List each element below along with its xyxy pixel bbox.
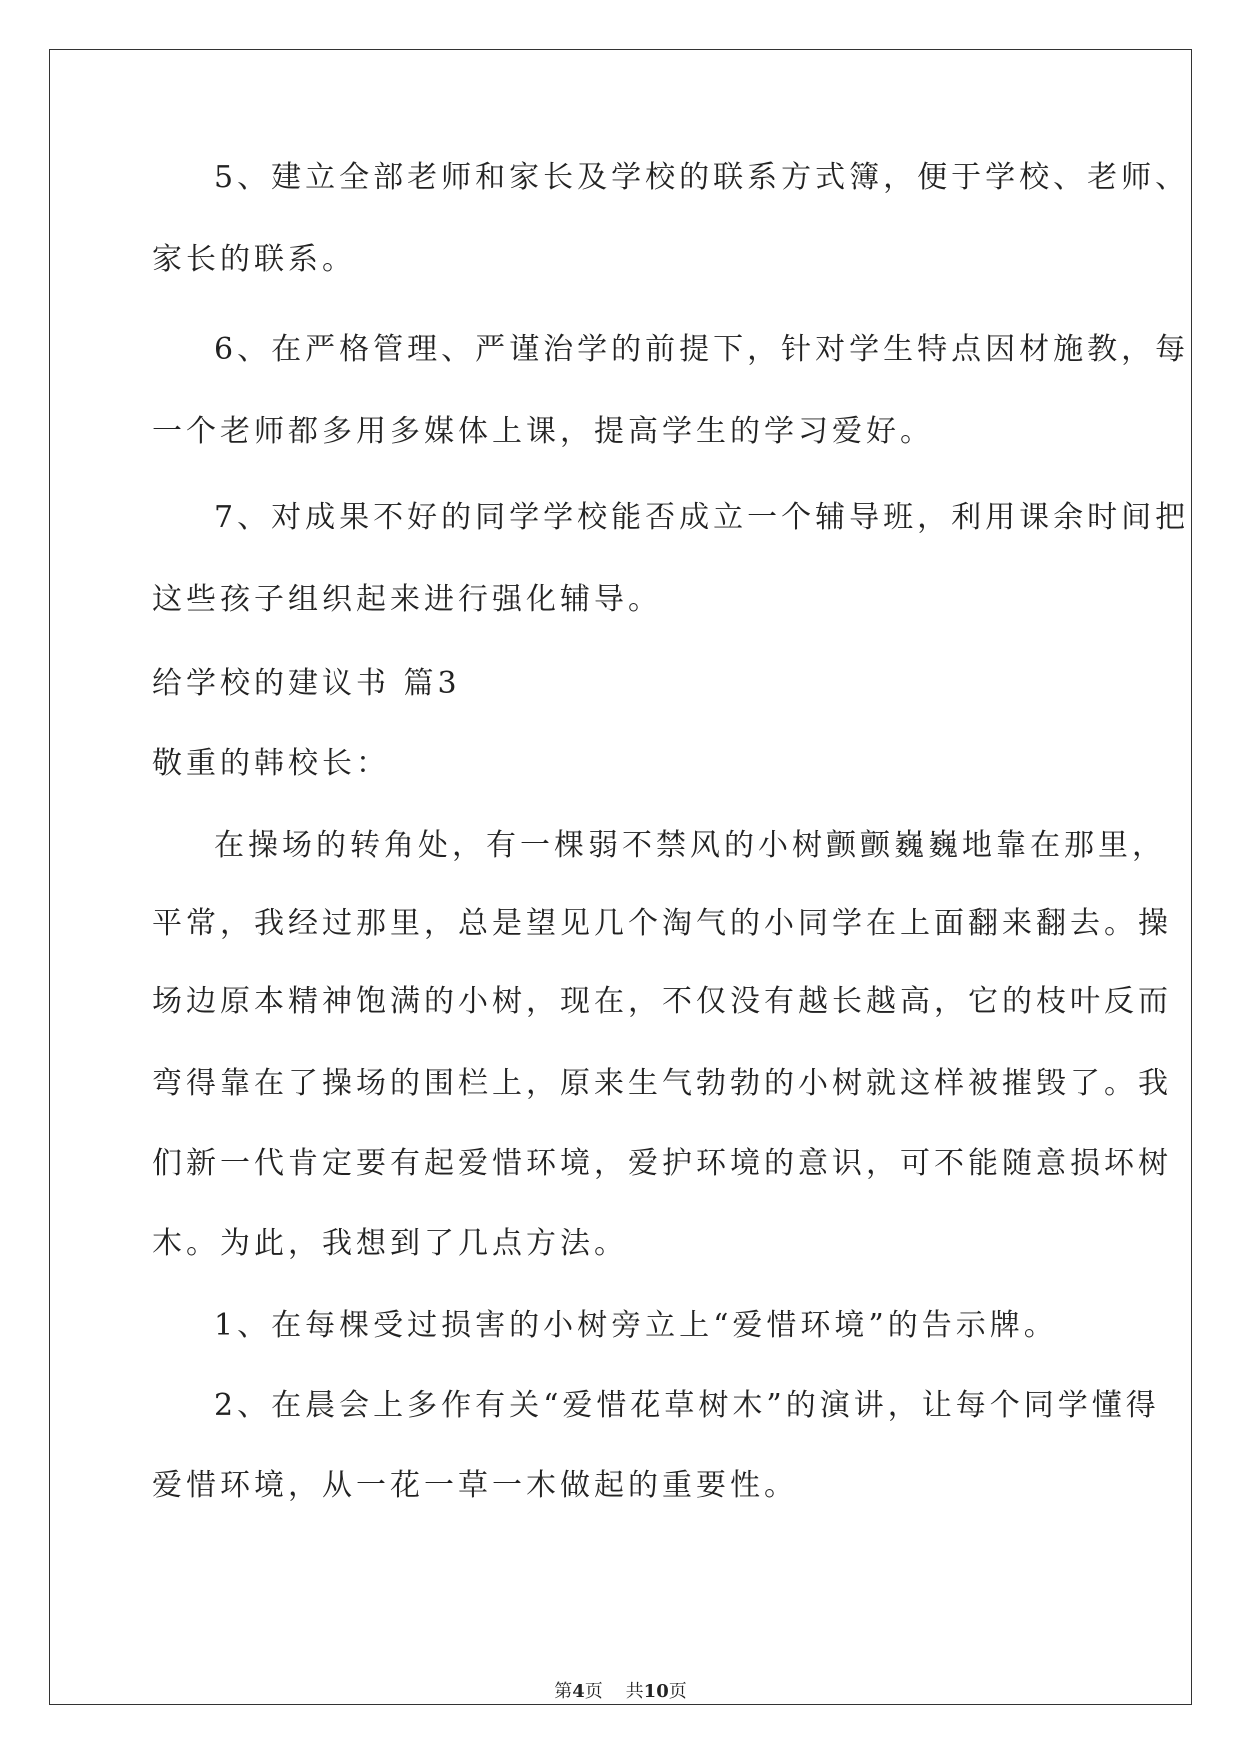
paragraph-line: 6、在严格管理、严谨治学的前提下，针对学生特点因材施教，每	[214, 332, 1190, 367]
page-number: 4	[572, 1681, 585, 1702]
paragraph-line: 场边原本精神饱满的小树，现在，不仅没有越长越高，它的枝叶反而	[152, 984, 1172, 1019]
paragraph-line: 5、建立全部老师和家长及学校的联系方式簿，便于学校、老师、	[214, 160, 1190, 195]
paragraph-line: 7、对成果不好的同学学校能否成立一个辅导班，利用课余时间把	[214, 500, 1190, 535]
total-pages: 10	[643, 1681, 669, 1702]
total-prefix: 共	[625, 1681, 644, 1702]
section-heading: 给学校的建议书 篇3	[152, 666, 461, 701]
paragraph-line: 一个老师都多用多媒体上课，提高学生的学习爱好。	[152, 414, 934, 449]
paragraph-line: 爱惜环境，从一花一草一木做起的重要性。	[152, 1468, 798, 1503]
paragraph-line: 2、在晨会上多作有关“爱惜花草树木”的演讲，让每个同学懂得	[214, 1388, 1160, 1423]
paragraph-line: 们新一代肯定要有起爱惜环境，爱护环境的意识，可不能随意损坏树	[152, 1146, 1172, 1181]
paragraph-line: 木。为此，我想到了几点方法。	[152, 1226, 628, 1261]
page-suffix: 页	[584, 1681, 603, 1702]
page-footer	[0, 1681, 1241, 1703]
total-suffix: 页	[668, 1681, 687, 1702]
paragraph-line: 弯得靠在了操场的围栏上，原来生气勃勃的小树就这样被摧毁了。我	[152, 1066, 1172, 1101]
salutation: 敬重的韩校长：	[152, 746, 390, 781]
paragraph-line: 家长的联系。	[152, 242, 356, 277]
page-prefix: 第	[554, 1681, 573, 1702]
paragraph-line: 1、在每棵受过损害的小树旁立上“爱惜环境”的告示牌。	[214, 1308, 1058, 1343]
paragraph-line: 平常，我经过那里，总是望见几个淘气的小同学在上面翻来翻去。操	[152, 906, 1172, 941]
paragraph-line: 在操场的转角处，有一棵弱不禁风的小树颤颤巍巍地靠在那里，	[214, 828, 1166, 863]
paragraph-line: 这些孩子组织起来进行强化辅导。	[152, 582, 662, 617]
page-border	[49, 49, 1192, 1705]
